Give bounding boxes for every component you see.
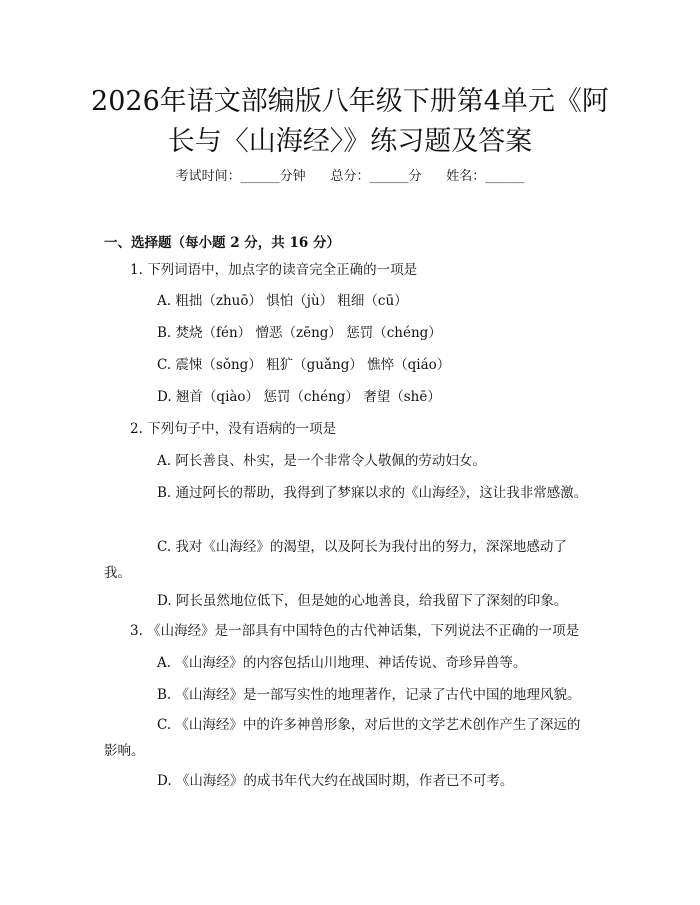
question-stem: 2. 下列句子中，没有语病的一项是 xyxy=(130,421,337,437)
document-title xyxy=(70,82,630,162)
option-a: A. 阿长善良、朴实，是一个非常令人敬佩的劳动妇女。 xyxy=(157,453,486,469)
exam-time-label: 考试时间：______分钟 xyxy=(175,169,306,184)
option-c: C. 《山海经》中的许多神兽形象，对后世的文学艺术创作产生了深远的影响。 xyxy=(104,717,581,759)
option-d: D. 翘首（qiào） 惩罚（chéng） 奢望（shē） xyxy=(157,389,441,405)
option-c: C. 我对《山海经》的渴望，以及阿长为我付出的努力，深深地感动了我。 xyxy=(104,539,567,581)
option-d: D. 阿长虽然地位低下，但是她的心地善良，给我留下了深刻的印象。 xyxy=(157,593,568,609)
option-b: B. 焚烧（fén） 憎恶（zēng） 惩罚（chéng） xyxy=(157,325,442,341)
total-score-label: 总分：______分 xyxy=(330,169,422,184)
option-c: C. 震悚（sǒng） 粗犷（guǎng） 憔悴（qiáo） xyxy=(157,357,451,373)
option-b: B. 《山海经》是一部写实性的地理著作，记录了古代中国的地理风貌。 xyxy=(157,687,581,703)
option-d: D. 《山海经》的成书年代大约在战国时期，作者已不可考。 xyxy=(157,773,514,789)
option-a: A. 粗拙（zhuō） 惧怕（jù） 粗细（cū） xyxy=(157,293,408,309)
question-stem: 3. 《山海经》是一部具有中国特色的古代神话集，下列说法不正确的一项是 xyxy=(130,623,580,639)
option-b: B. 通过阿长的帮助，我得到了梦寐以求的《山海经》，这让我非常感激。 xyxy=(157,485,588,501)
title-line-1: 2026年语文部编版八年级下册第4单元《阿 xyxy=(91,86,609,117)
student-name-label: 姓名：______ xyxy=(446,169,525,184)
section-heading-multiple-choice: 一、选择题（每小题 2 分，共 16 分） xyxy=(104,235,340,251)
title-line-2: 长与〈山海经〉》练习题及答案 xyxy=(167,126,533,157)
question-stem: 1. 下列词语中，加点字的读音完全正确的一项是 xyxy=(130,262,418,278)
option-a: A. 《山海经》的内容包括山川地理、神话传说、奇珍异兽等。 xyxy=(157,655,527,671)
exam-info-row xyxy=(0,168,700,186)
